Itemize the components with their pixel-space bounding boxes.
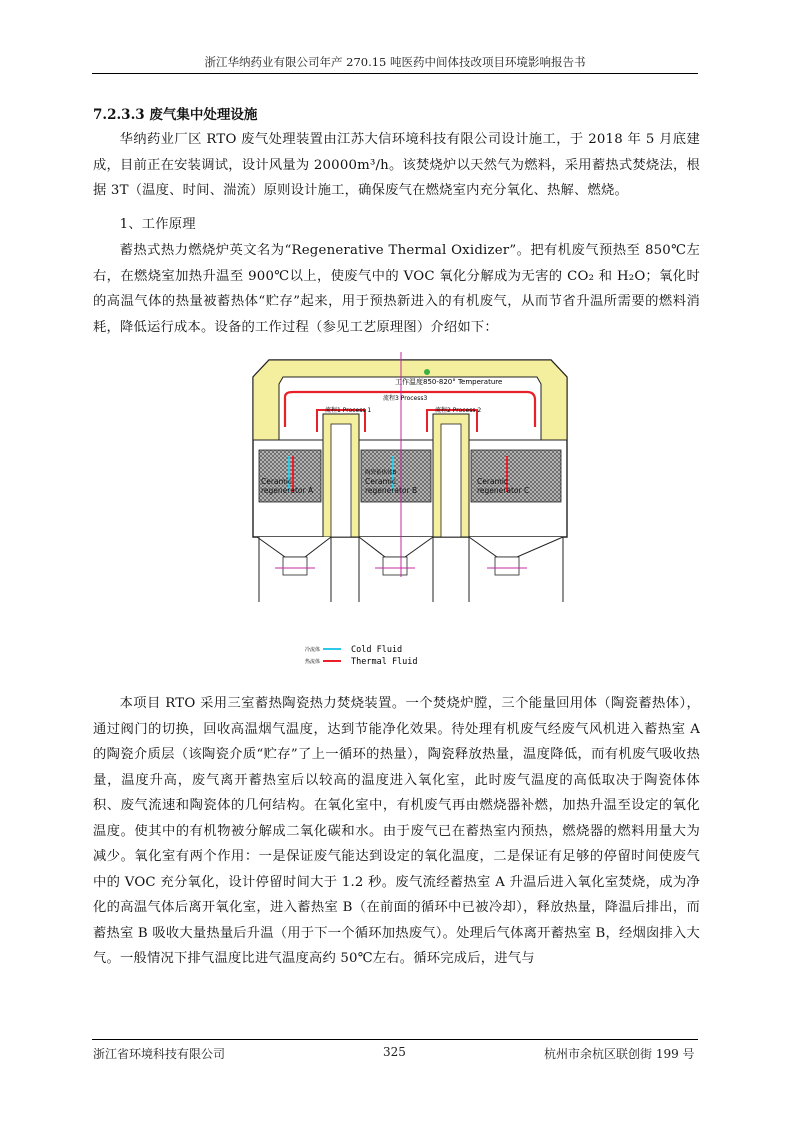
furnace-shell	[253, 360, 567, 537]
subheading-working-principle: 1、工作原理	[119, 217, 196, 232]
paragraph-intro	[93, 127, 700, 204]
header-rule	[92, 73, 698, 74]
paragraph-principle-text: 蓄热式热力燃烧炉英文名为“Regenerative Thermal Oxidizer”。把有机废气预热至 850℃左右，在燃烧室加热升温至 900℃以上，使废气中的 VOC 氧化分解成为无害的 CO₂ 和 H₂O；氧化时的高温气体的热量被蓄热体“贮存”起来，用于预热新进入的有机废气，从而节省升温所需要的燃料消耗，降低运行成本。设备的工作过程（参见工艺原理图）介绍如下：	[93, 243, 700, 335]
legend-thermal-label: Thermal Fluid	[351, 657, 418, 667]
process3-label: 流程3 Process3	[383, 395, 428, 402]
footer-address: 杭州市余杭区联创街 199 号	[544, 1047, 695, 1061]
chamber-c-label-1: Ceramic	[477, 477, 509, 486]
chamber-c-label-2: regenerator C	[477, 486, 530, 495]
paragraph-principle	[93, 238, 700, 340]
chamber-b-cn-label: 陶瓷蓄热体B	[365, 470, 397, 476]
chamber-b-label-1: Ceramic	[365, 477, 397, 486]
footer-company: 浙江省环境科技有限公司	[93, 1047, 226, 1061]
legend-cold-cn: 冷流体	[305, 647, 321, 653]
footer-rule	[92, 1039, 698, 1040]
page-header: 浙江华纳药业有限公司年产 270.15 吨医药中间体技改项目环境影响报告书	[204, 55, 586, 69]
paragraph-process	[93, 691, 700, 972]
chamber-a-label-2: regenerator A	[261, 486, 314, 495]
rto-process-diagram	[245, 352, 575, 674]
hopper-a	[257, 537, 331, 557]
page-number: 325	[383, 1045, 406, 1059]
process1-label: 流程1 Process 1	[325, 407, 372, 414]
section-title: 7.2.3.3 废气集中处理设施	[93, 107, 258, 123]
legend-cold-label: Cold Fluid	[351, 645, 403, 655]
paragraph-intro-text: 华纳药业厂区 RTO 废气处理装置由江苏大信环境科技有限公司设计施工，于 2018 年 5 月底建成，目前正在安装调试，设计风量为 20000m³/h。该焚烧炉以天然气为燃料，采用蓄热式焚烧法，根据 3T（温度、时间、湍流）原则设计施工，确保废气在燃烧室内充分氧化、热解、燃烧。	[93, 132, 700, 198]
paragraph-process-text: 本项目 RTO 采用三室蓄热陶瓷热力焚烧装置。一个焚烧炉膛，三个能量回用体（陶瓷蓄热体），通过阀门的切换，回收高温烟气温度，达到节能净化效果。待处理有机废气经废气风机进入蓄热室 A 的陶瓷介质层（该陶瓷介质“贮存”了上一循环的热量），陶瓷释放热量，温度降低，而有机废气吸收热量，温度升高，废气离开蓄热室后以较高的温度进入氧化室，此时废气温度的高低取决于陶瓷体体积、废气流速和陶瓷体的几何结构。在氧化室中，有机废气再由燃烧器补燃，加热升温至设定的氧化温度。使其中的有机物被分解成二氧化碳和水。由于废气已在蓄热室内预热，燃烧器的燃料用量大为减少。氧化室有两个作用：一是保证废气能达到设定的氧化温度，二是保证有足够的停留时间使废气中的 VOC 充分氧化，设计停留时间大于 1.2 秒。废气流经蓄热室 A 升温后进入氧化室焚烧，成为净化的高温气体后离开氧化室，进入蓄热室 B（在前面的循环中已被冷却），释放热量，降温后排出，而蓄热室 B 吸收大量热量后升温（用于下一个循环加热废气）。处理后气体离开蓄热室 B，经烟囱排入大气。一般情况下排气温度比进气温度高约 50℃左右。循环完成后，进气与	[93, 696, 700, 966]
chamber-b-label-2: regenerator B	[365, 486, 418, 495]
chamber-a-label-1: Ceramic	[261, 477, 293, 486]
temperature-label: 工作温度850-820° Temperature	[395, 378, 503, 386]
process2-label: 流程2 Process 2	[435, 407, 482, 414]
hopper-c	[469, 537, 563, 557]
legend-thermal-cn: 热流体	[305, 659, 321, 665]
hopper-b	[359, 537, 433, 557]
subheading-block	[93, 212, 700, 238]
